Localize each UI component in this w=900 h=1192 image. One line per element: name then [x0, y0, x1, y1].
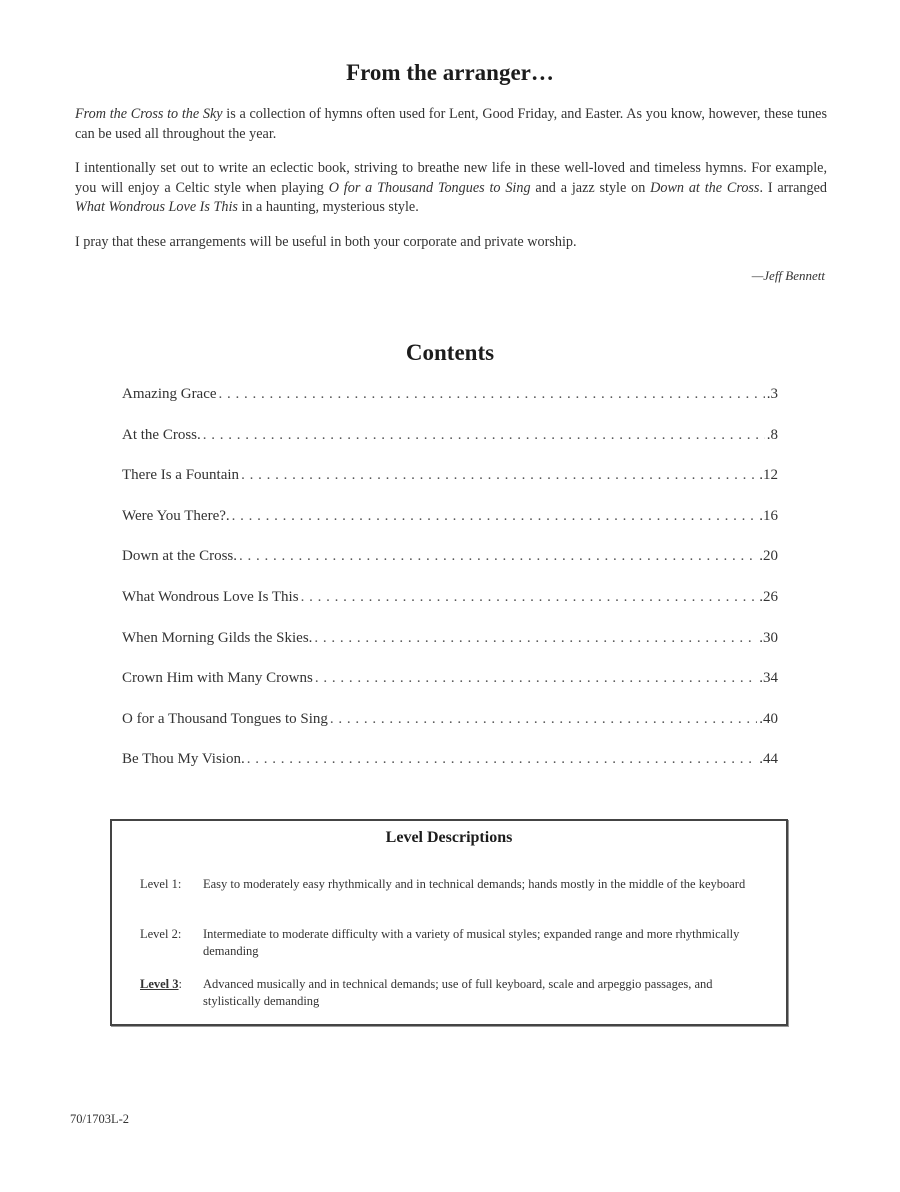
toc-entry[interactable] — [122, 711, 778, 752]
level-descriptions-box — [110, 819, 788, 1026]
toc-leader — [232, 508, 758, 525]
hymn-title-ref: What Wondrous Love Is This — [75, 199, 238, 215]
toc-entry[interactable] — [122, 427, 778, 468]
level-label-colon: : — [178, 977, 183, 991]
toc-page: .40 — [759, 710, 778, 727]
toc-title: Amazing Grace — [122, 386, 217, 402]
toc-leader — [241, 467, 757, 484]
level-description: Easy to moderately easy rhythmically and in technical demands; hands mostly in the middle of the keyboard — [203, 877, 746, 891]
level-description: Intermediate to moderate difficulty with a variety of musical styles; expanded range and more rhythmically demanding — [203, 927, 740, 958]
toc-entry[interactable] — [122, 589, 778, 630]
toc-page: .30 — [759, 629, 778, 646]
level-label: Level 2: — [140, 927, 182, 941]
level-row-3 — [140, 976, 760, 1010]
toc-entry[interactable] — [122, 630, 778, 671]
arranger-paragraph-3: I pray that these arrangements will be useful in both your corporate and private worship. — [75, 233, 577, 250]
toc-page: .44 — [759, 751, 778, 768]
toc-leader — [239, 548, 757, 565]
paragraph-2-text-a: I intentionally set out to write an eclectic book, striving to breathe new life in these well-loved and timeless hymns. For example, you will enjoy a Celtic style when playing — [75, 160, 827, 196]
toc-entry[interactable] — [122, 467, 778, 508]
toc-leader — [219, 386, 765, 403]
level-label: Level 1: — [140, 877, 182, 891]
toc-entry[interactable] — [122, 670, 778, 711]
hymn-title-ref: O for a Thousand Tongues to Sing — [328, 179, 531, 196]
hymn-title-ref: Down at the Cross — [650, 179, 760, 196]
arranger-signature: —Jeff Bennett — [751, 268, 825, 283]
level-description: Advanced musically and in technical demands; use of full keyboard, scale and arpeggio passages, and stylistically demanding — [203, 977, 713, 1008]
paragraph-2-text-g: in a haunting, mysterious style. — [237, 199, 419, 215]
page-code: 70/1703L-2 — [70, 1112, 130, 1126]
toc-title: At the Cross. — [122, 426, 201, 443]
toc-entry[interactable] — [122, 751, 778, 792]
toc-title: Be Thou My Vision. — [122, 751, 245, 768]
toc-entry[interactable] — [122, 386, 778, 427]
toc-title: Crown Him with Many Crowns — [122, 670, 313, 687]
toc-page: .34 — [759, 670, 778, 687]
toc-leader — [203, 427, 765, 444]
arranger-text — [75, 105, 827, 267]
table-of-contents — [122, 386, 778, 792]
contents-heading: Contents — [405, 340, 495, 365]
toc-leader — [330, 711, 757, 728]
level-row-1 — [140, 876, 760, 893]
toc-page: .20 — [759, 548, 778, 565]
toc-title: What Wondrous Love Is This — [122, 588, 299, 605]
toc-entry[interactable] — [122, 508, 778, 549]
toc-leader — [301, 589, 758, 606]
toc-title: There Is a Fountain — [122, 467, 240, 484]
level-descriptions-heading: Level Descriptions — [385, 829, 513, 846]
toc-leader — [315, 670, 757, 687]
book-title: From the Cross to the Sky — [75, 106, 223, 122]
toc-title: Down at the Cross. — [122, 548, 237, 565]
arranger-heading: From the arranger… — [346, 60, 554, 85]
toc-entry[interactable] — [122, 548, 778, 589]
toc-title: When Morning Gilds the Skies. — [122, 629, 313, 646]
level-label-highlighted: Level 3 — [140, 977, 179, 991]
toc-page: .8 — [766, 426, 778, 443]
arranger-paragraph-2 — [75, 159, 827, 218]
toc-page: .3 — [766, 386, 778, 402]
paragraph-2-text-e: . I arranged — [759, 179, 827, 196]
toc-leader — [247, 751, 758, 768]
toc-leader — [314, 630, 757, 647]
paragraph-1-text: is a collection of hymns often used for Lent, Good Friday, and Easter. As you know, however, these tunes can be used all throughout the year. — [75, 106, 827, 142]
toc-title: O for a Thousand Tongues to Sing — [122, 710, 328, 727]
toc-page: .26 — [759, 588, 778, 605]
toc-page: .16 — [759, 507, 778, 524]
toc-title: Were You There?. — [122, 507, 230, 524]
toc-page: .12 — [759, 467, 778, 484]
paragraph-2-text-c: and a jazz style on — [530, 179, 651, 196]
level-label-wrapper — [140, 976, 203, 1010]
arranger-paragraph-1 — [75, 105, 827, 144]
level-row-2 — [140, 926, 760, 960]
